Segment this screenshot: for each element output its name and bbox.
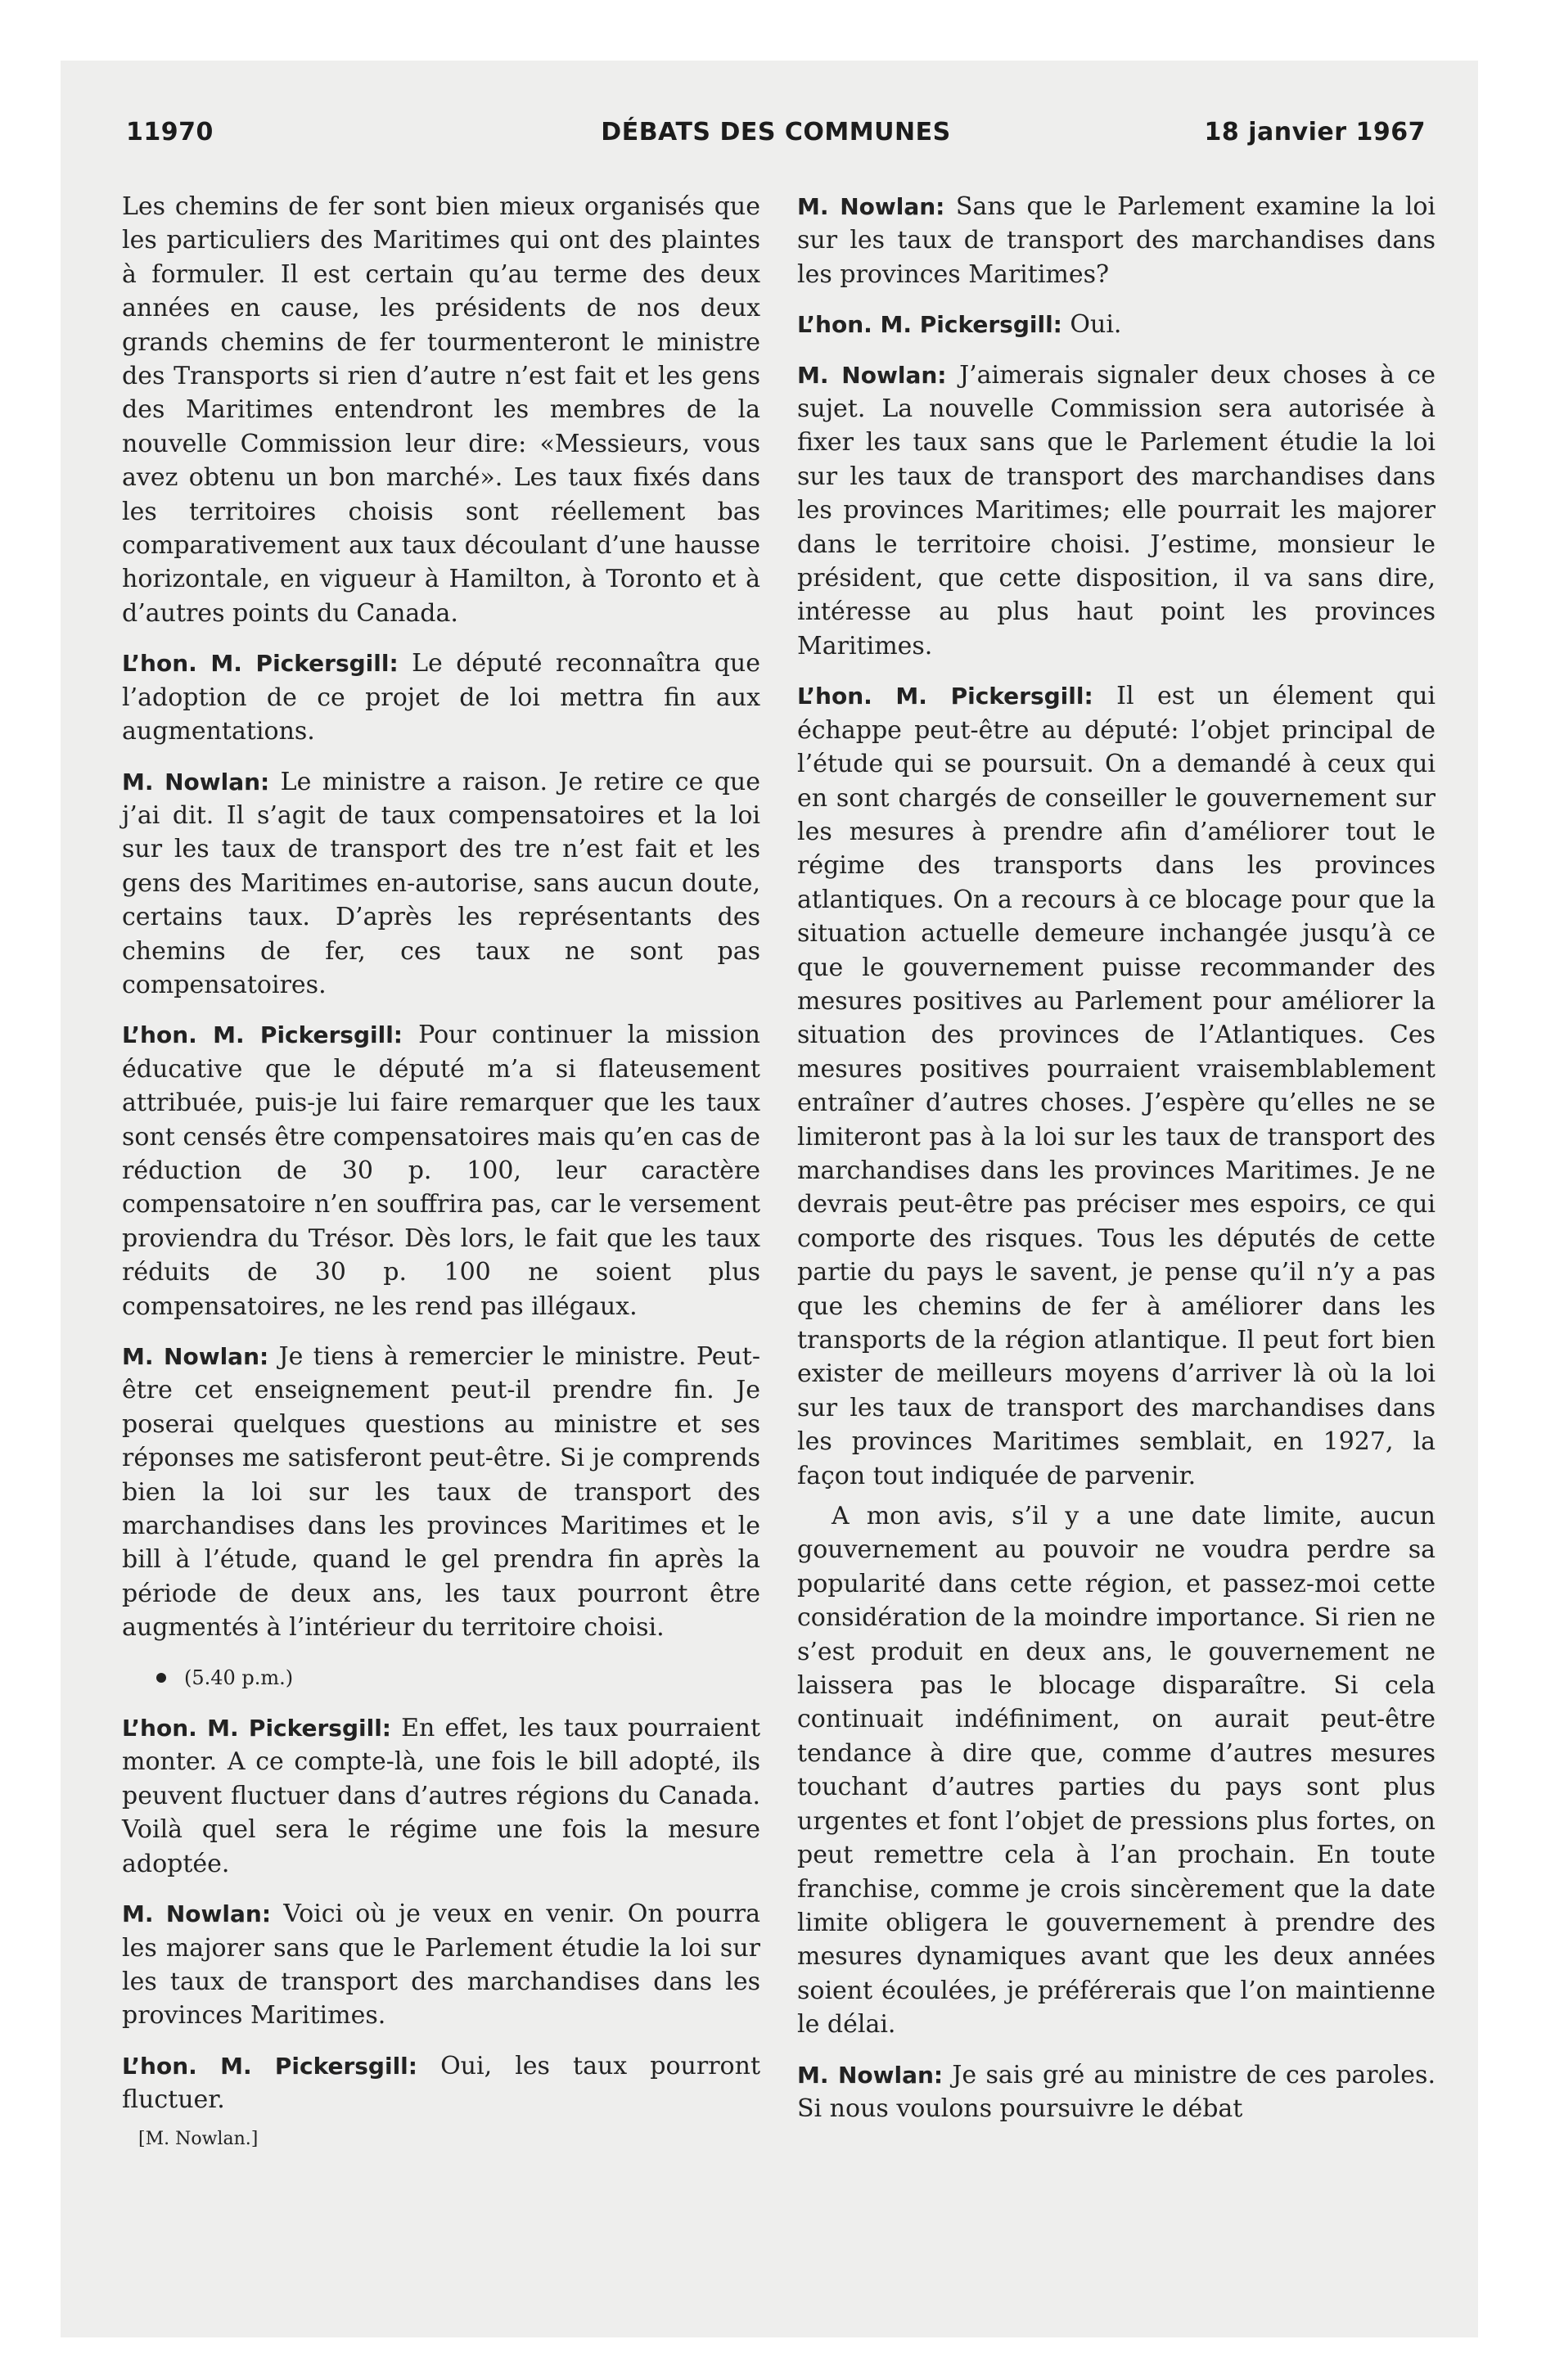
paragraph — [797, 1499, 1436, 2042]
paragraph-text: Je sais gré au ministre de ces paroles. Si nous voulons poursuivre le débat — [797, 2060, 1436, 2123]
time-marker-text: (5.40 p.m.) — [184, 1666, 294, 1689]
paragraph — [122, 2049, 760, 2117]
paragraph — [797, 190, 1436, 291]
paragraph-text: Le député reconnaîtra que l’adoption de ce projet de loi mettra fin aux augmentations. — [122, 649, 760, 746]
paragraph-text: Pour continuer la mission éducative que le député m’a si flateusement attribuée, puis-je lui faire remarquer que les taux sont censés être compensatoires mais qu’en cas de réduction de 30 p. 100, leur caractère compensatoire n’en souffrira pas, car le versement proviendra du Trésor. Dès lors, le fait que les taux réduits de 30 p. 100 ne soient plus compensatoires, ne les rend pas illégaux. — [122, 1021, 760, 1321]
paragraph — [797, 308, 1436, 341]
page-header — [126, 118, 1426, 159]
speaker-name: L’hon. M. Pickersgill: — [797, 683, 1093, 710]
paragraph-text: Je tiens à remercier le ministre. Peut-être cet enseignement peut-il prendre fin. Je poserai quelques questions au ministre et ses réponses me satisferont peut-être. Si je comprends bien la loi sur les taux de transport des marchandises dans les provinces Maritimes et le bill à l’étude, quand le gel prendra fin après la période de deux ans, les taux pourront être augmentés à l’intérieur du territoire choisi. — [122, 1342, 760, 1643]
paragraph-text: En effet, les taux pourraient monter. A ce compte-là, une fois le bill adopté, ils peuvent fluctuer dans d’autres régions du Canada. Voilà quel sera le régime une fois la mesure adoptée. — [122, 1714, 760, 1878]
speaker-name: M. Nowlan: — [122, 1343, 269, 1370]
paragraph-text: Les chemins de fer sont bien mieux organisés que les particuliers des Maritimes qui ont des plaintes à formuler. Il est certain qu’au terme des deux années en cause, les présidents de nos deux grands chemins de fer tourmenteront le ministre des Transports si rien d’autre n’est fait et les gens des Maritimes entendront les membres de la nouvelle Commission leur dire: «Messieurs, vous avez obtenu un bon marché». Les taux fixés dans les territoires choisis sont réellement bas comparativement aux taux découlant d’une hausse horizontale, en vigueur à Hamilton, à Toronto et à d’autres points du Canada. — [122, 192, 760, 628]
paragraph-text: Le ministre a raison. Je retire ce que j’ai dit. Il s’agit de taux compensatoires et la loi sur les taux de transport des tre n’est fait et les gens des Maritimes en-autorise, sans aucun doute, certains taux. D’après les représentants des chemins de fer, ces taux ne sont pas compensatoires. — [122, 767, 760, 999]
paragraph — [797, 679, 1436, 1493]
speaker-name: L’hon. M. Pickersgill: — [122, 1021, 403, 1049]
speaker-name: M. Nowlan: — [797, 193, 945, 220]
page-date: 18 janvier 1967 — [1204, 118, 1426, 146]
bullet-icon — [156, 1673, 166, 1683]
page-sheet — [61, 61, 1478, 2337]
paragraph — [122, 1018, 760, 1323]
paragraph-text: J’aimerais signaler deux choses à ce sujet. La nouvelle Commission sera autorisée à fixer les taux sans que le Parlement étudie la loi sur les taux de transport des marchandises dans les provinces Maritimes; elle pourrait les majorer dans le territoire choisi. J’estime, monsieur le président, que cette disposition, il va sans dire, intéresse au plus haut point les provinces Maritimes. — [797, 360, 1436, 660]
paragraph-text: Sans que le Parlement examine la loi sur les taux de transport des marchandises dans les provinces Maritimes? — [797, 192, 1436, 289]
speaker-name: L’hon. M. Pickersgill: — [122, 2052, 417, 2080]
paragraph-text: Voici où je veux en venir. On pourra les majorer sans que le Parlement étudie la loi sur les taux de transport des marchandises dans les provinces Maritimes. — [122, 1900, 760, 2031]
speaker-name: M. Nowlan: — [797, 361, 947, 389]
paragraph — [122, 765, 760, 1003]
paragraph-text: A mon avis, s’il y a une date limite, aucun gouvernement au pouvoir ne voudra perdre sa popularité dans cette région, et passez-moi cette considération de la moindre importance. Si rien ne s’est produit en deux ans, le gouvernement ne laissera pas le blocage disparaître. Si cela continuait indéfiniment, on aurait peut-être tendance à dire que, comme d’autres mesures touchant d’autres parties du pays sont plus urgentes et font l’objet de pressions plus fortes, on peut remettre cela à l’an prochain. En toute franchise, comme je crois sincèrement que la date limite obligera le gouvernement à prendre des mesures dynamiques avant que les deux années soient écoulées, je préférerais que l’on maintienne le délai. — [797, 1502, 1436, 2040]
speaker-name: M. Nowlan: — [122, 1900, 272, 1928]
paragraph — [122, 1340, 760, 1645]
paragraph-text: Il est un élement qui échappe peut-être au député: l’objet principal de l’étude qui se poursuit. On a demandé à ceux qui en sont chargés de conseiller le gouvernement sur les mesures à prendre afin d’améliorer tout le régime des transports dans les provinces atlantiques. On a recours à ce blocage pour que la situation actuelle demeure inchangée jusqu’à ce que le gouvernement puisse recommander des mesures positives au Parlement pour améliorer la situation des provinces de l’Atlantiques. Ces mesures positives pourraient vraisemblablement entraîner d’autres choses. J’espère qu’elles ne se limiteront pas à la loi sur les taux de transport des marchandises dans les provinces Maritimes. Je ne devrais peut-être pas préciser mes espoirs, ce qui comporte des risques. Tous les députés de cette partie du pays le savent, je pense qu’il n’y a pas que les chemins de fer à améliorer dans les transports de la région atlantique. Il peut fort bien exister de meilleurs moyens d’arriver là où la loi sur les taux de transport des marchandises dans les provinces Maritimes semblait, en 1927, la façon tout indiquée de parvenir. — [797, 682, 1436, 1490]
footer-speaker-note: [M. Nowlan.] — [138, 2128, 259, 2149]
paragraph — [122, 647, 760, 748]
speaker-name: L’hon. M. Pickersgill: — [122, 1715, 392, 1742]
paragraph — [797, 358, 1436, 664]
page-title: DÉBATS DES COMMUNES — [601, 118, 951, 146]
page-number: 11970 — [126, 118, 214, 146]
paragraph — [122, 190, 760, 630]
paragraph — [122, 1711, 760, 1881]
paragraph-text: Oui, les taux pourront fluctuer. — [122, 2051, 760, 2115]
time-marker — [156, 1661, 760, 1695]
left-column — [122, 190, 760, 2156]
speaker-name: M. Nowlan: — [797, 2061, 944, 2089]
speaker-name: L’hon. M. Pickersgill: — [797, 311, 1062, 339]
paragraph-text: Oui. — [1070, 310, 1122, 340]
speaker-name: M. Nowlan: — [122, 768, 270, 796]
right-column — [797, 190, 1436, 2142]
paragraph — [122, 1897, 760, 2033]
speaker-name: L’hon. M. Pickersgill: — [122, 650, 399, 678]
paragraph — [797, 2058, 1436, 2126]
